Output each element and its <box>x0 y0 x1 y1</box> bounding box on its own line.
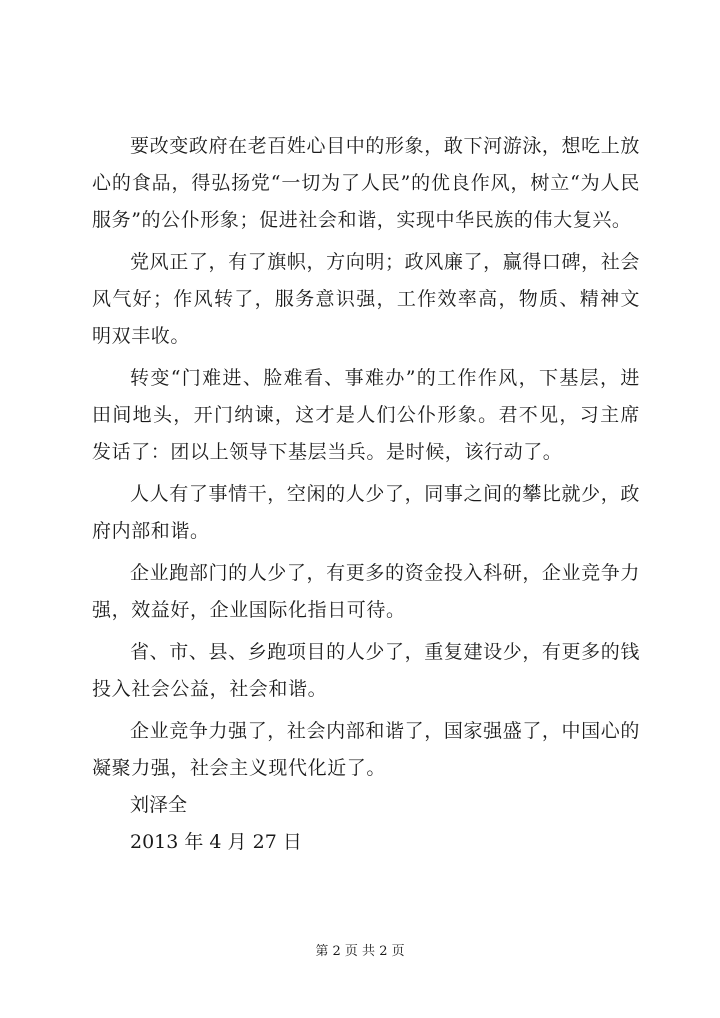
document-date: 2013 年 4 月 27 日 <box>130 831 302 853</box>
page-footer <box>0 940 720 959</box>
paragraph-1: 要改变政府在老百姓心目中的形象，敢下河游泳，想吃上放心的食品，得弘扬党“一切为了人民”的优良作风，树立“为人民服务”的公仆形象；促进社会和谐，实现中华民族的伟大复兴。 <box>92 135 640 231</box>
paragraph-3: 转变“门难进、脸难看、事难办”的工作作风，下基层，进田间地头，开门纳谏，这才是人们公仆形象。君不见，习主席发话了：团以上领导下基层当兵。是时候，该行动了。 <box>92 367 640 463</box>
paragraph-4: 人人有了事情干，空闲的人少了，同事之间的攀比就少，政府内部和谐。 <box>92 483 640 542</box>
page-number: 第 2 页 共 2 页 <box>315 944 405 959</box>
paragraph-7: 企业竞争力强了，社会内部和谐了，国家强盛了，中国心的凝聚力强，社会主义现代化近了。 <box>92 720 640 779</box>
paragraph-6: 省、市、县、乡跑项目的人少了，重复建设少，有更多的钱投入社会公益，社会和谐。 <box>92 641 640 700</box>
author-name: 刘泽全 <box>130 794 188 816</box>
paragraph-2: 党风正了，有了旗帜，方向明；政风廉了，赢得口碑，社会风气好；作风转了，服务意识强，工作效率高，物质、精神文明双丰收。 <box>92 251 640 347</box>
document-body <box>92 128 640 861</box>
paragraph-5: 企业跑部门的人少了，有更多的资金投入科研，企业竞争力强，效益好，企业国际化指日可待。 <box>92 562 640 621</box>
